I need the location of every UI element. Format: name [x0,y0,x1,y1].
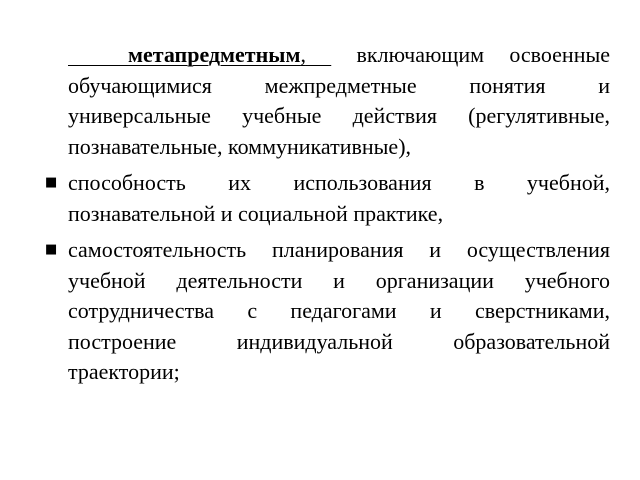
list-item-text: самостоятельность планирования и осуществления учебной деятельности и организации учебного сотрудничества с педагогами и сверстниками, построение индивидуальной образовательной траектории; [68,237,610,384]
term-metasubject: метапредметным [128,42,301,67]
intro-text: включающим освоенные обучающимися межпредметные понятия и универсальные учебные действия (регулятивные, познавательные, коммуникативные), [68,42,611,159]
square-bullet-icon: ■ [45,242,58,257]
underlined-term-group [68,42,331,67]
list-item [45,235,610,388]
list-item-text: способность их использования в учебной, познавательной и социальной практике, [68,170,610,226]
text-body [45,40,610,394]
intro-paragraph [45,40,610,162]
blank-line [68,43,128,66]
term-comma: , [300,42,306,67]
list-item [45,168,610,229]
square-bullet-icon: ■ [45,175,58,190]
